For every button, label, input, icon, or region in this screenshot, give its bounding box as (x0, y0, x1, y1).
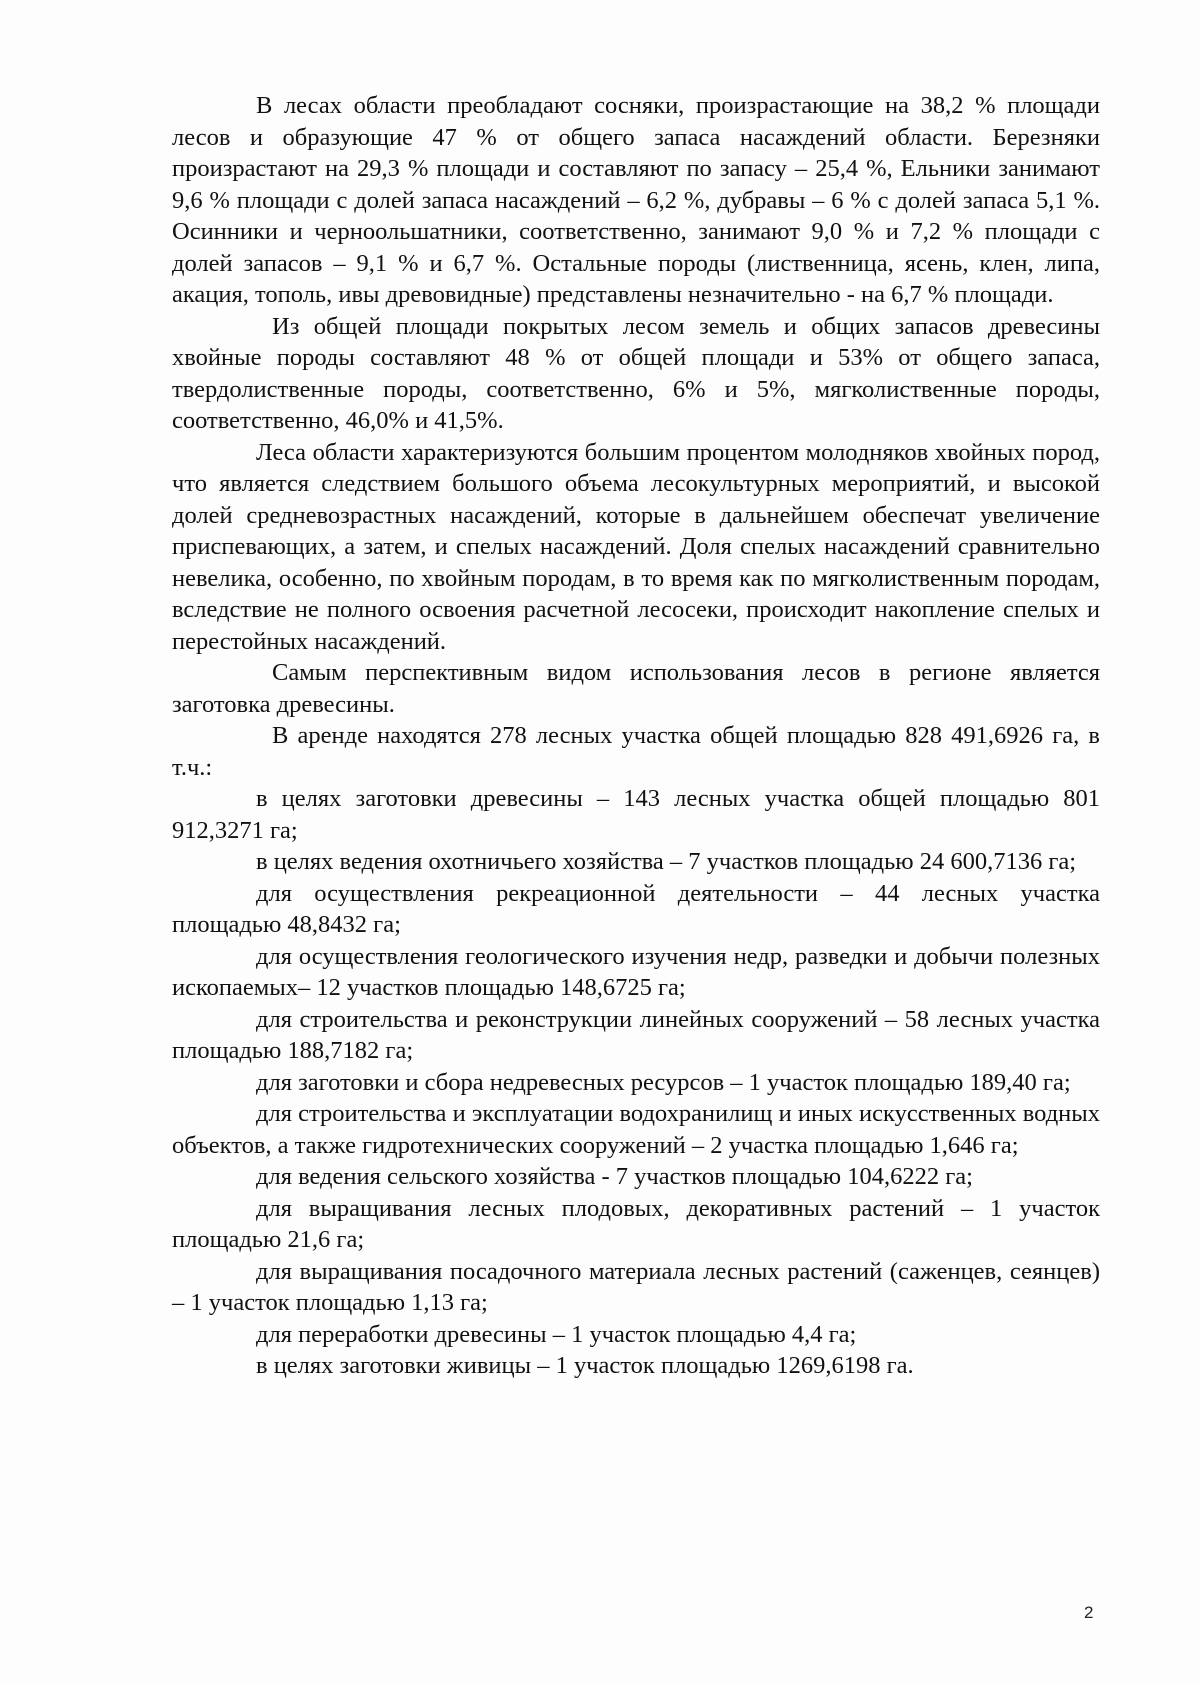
paragraph-timber-harvest: Самым перспективным видом использования лесов в регионе является заготовка древесины. (172, 659, 1100, 718)
list-item-recreation: для осуществления рекреационной деятельности – 44 лесных участка площадью 48,8432 га; (172, 879, 1100, 938)
list-item-fruit-plants: для выращивания лесных плодовых, декоративных растений – 1 участок площадью 21,6 га; (172, 1194, 1100, 1253)
list-item-timber: в целях заготовки древесины – 143 лесных участка общей площадью 801 912,3271 га; (172, 785, 1100, 844)
list-item-resin: в целях заготовки живицы – 1 участок площадью 1269,6198 га. (256, 1352, 914, 1379)
paragraph-lease-total: В аренде находятся 278 лесных участка общей площадью 828 491,6926 га, в т.ч.: (172, 722, 1100, 781)
list-item-agriculture: для ведения сельского хозяйства - 7 участков площадью 104,6222 га; (256, 1163, 973, 1190)
list-item-reservoirs: для строительства и эксплуатации водохранилищ и иных искусственных водных объектов, а также гидротехнических сооружений – 2 участка площадью 1,646 га; (172, 1100, 1100, 1159)
list-item-linear-structures: для строительства и реконструкции линейных сооружений – 58 лесных участка площадью 188,7182 га; (172, 1005, 1100, 1064)
document-body (172, 90, 1100, 1382)
paragraph-age-structure: Леса области характеризуются большим процентом молодняков хвойных пород, что является следствием большого объема лесокультурных мероприятий, и высокой долей средневозрастных насаждений, которые в дальнейшем обеспечат увеличение приспевающих, а затем, и спелых насаждений. Доля спелых насаждений сравнительно невелика, особенно, по хвойным породам, в то время как по мягколиственным породам, вследствие не полного освоения расчетной лесосеки, происходит накопление спелых и перестойных насаждений. (172, 438, 1100, 655)
list-item-hunting: в целях ведения охотничьего хозяйства – 7 участков площадью 24 600,7136 га; (256, 848, 1077, 875)
paragraph-forest-composition: В лесах области преобладают сосняки, произрастающие на 38,2 % площади лесов и образующие 47 % от общего запаса насаждений области. Березняки произрастают на 29,3 % площади и составляют по запасу – 25,4 %, Ельники занимают 9,6 % площади с долей запаса насаждений – 6,2 %, дубравы – 6 % с долей запаса 5,1 %. Осинники и черноольшатники, соответственно, занимают 9,0 % и 7,2 % площади с долей запасов – 9,1 % и 6,7 %. Остальные породы (лиственница, ясень, клен, липа, акация, тополь, ивы древовидные) представлены незначительно - на 6,7 % площади. (172, 92, 1100, 308)
paragraph-conifer-share: Из общей площади покрытых лесом земель и общих запасов древесины хвойные породы составляют 48 % от общей площади и 53% от общего запаса, твердолиственные породы, соответственно, 6% и 5%, мягколиственные породы, соответственно, 46,0% и 41,5%. (172, 312, 1100, 434)
list-item-non-timber: для заготовки и сбора недревесных ресурсов – 1 участок площадью 189,40 га; (256, 1068, 1071, 1096)
page-number: 2 (1084, 1603, 1094, 1622)
list-item-wood-processing: для переработки древесины – 1 участок площадью 4,4 га; (256, 1320, 857, 1348)
list-item-geology: для осуществления геологического изучения недр, разведки и добычи полезных ископаемых– 12 участков площадью 148,6725 га; (172, 942, 1100, 1001)
list-item-planting-material: для выращивания посадочного материала лесных растений (саженцев, сеянцев) – 1 участок площадью 1,13 га; (172, 1257, 1100, 1316)
